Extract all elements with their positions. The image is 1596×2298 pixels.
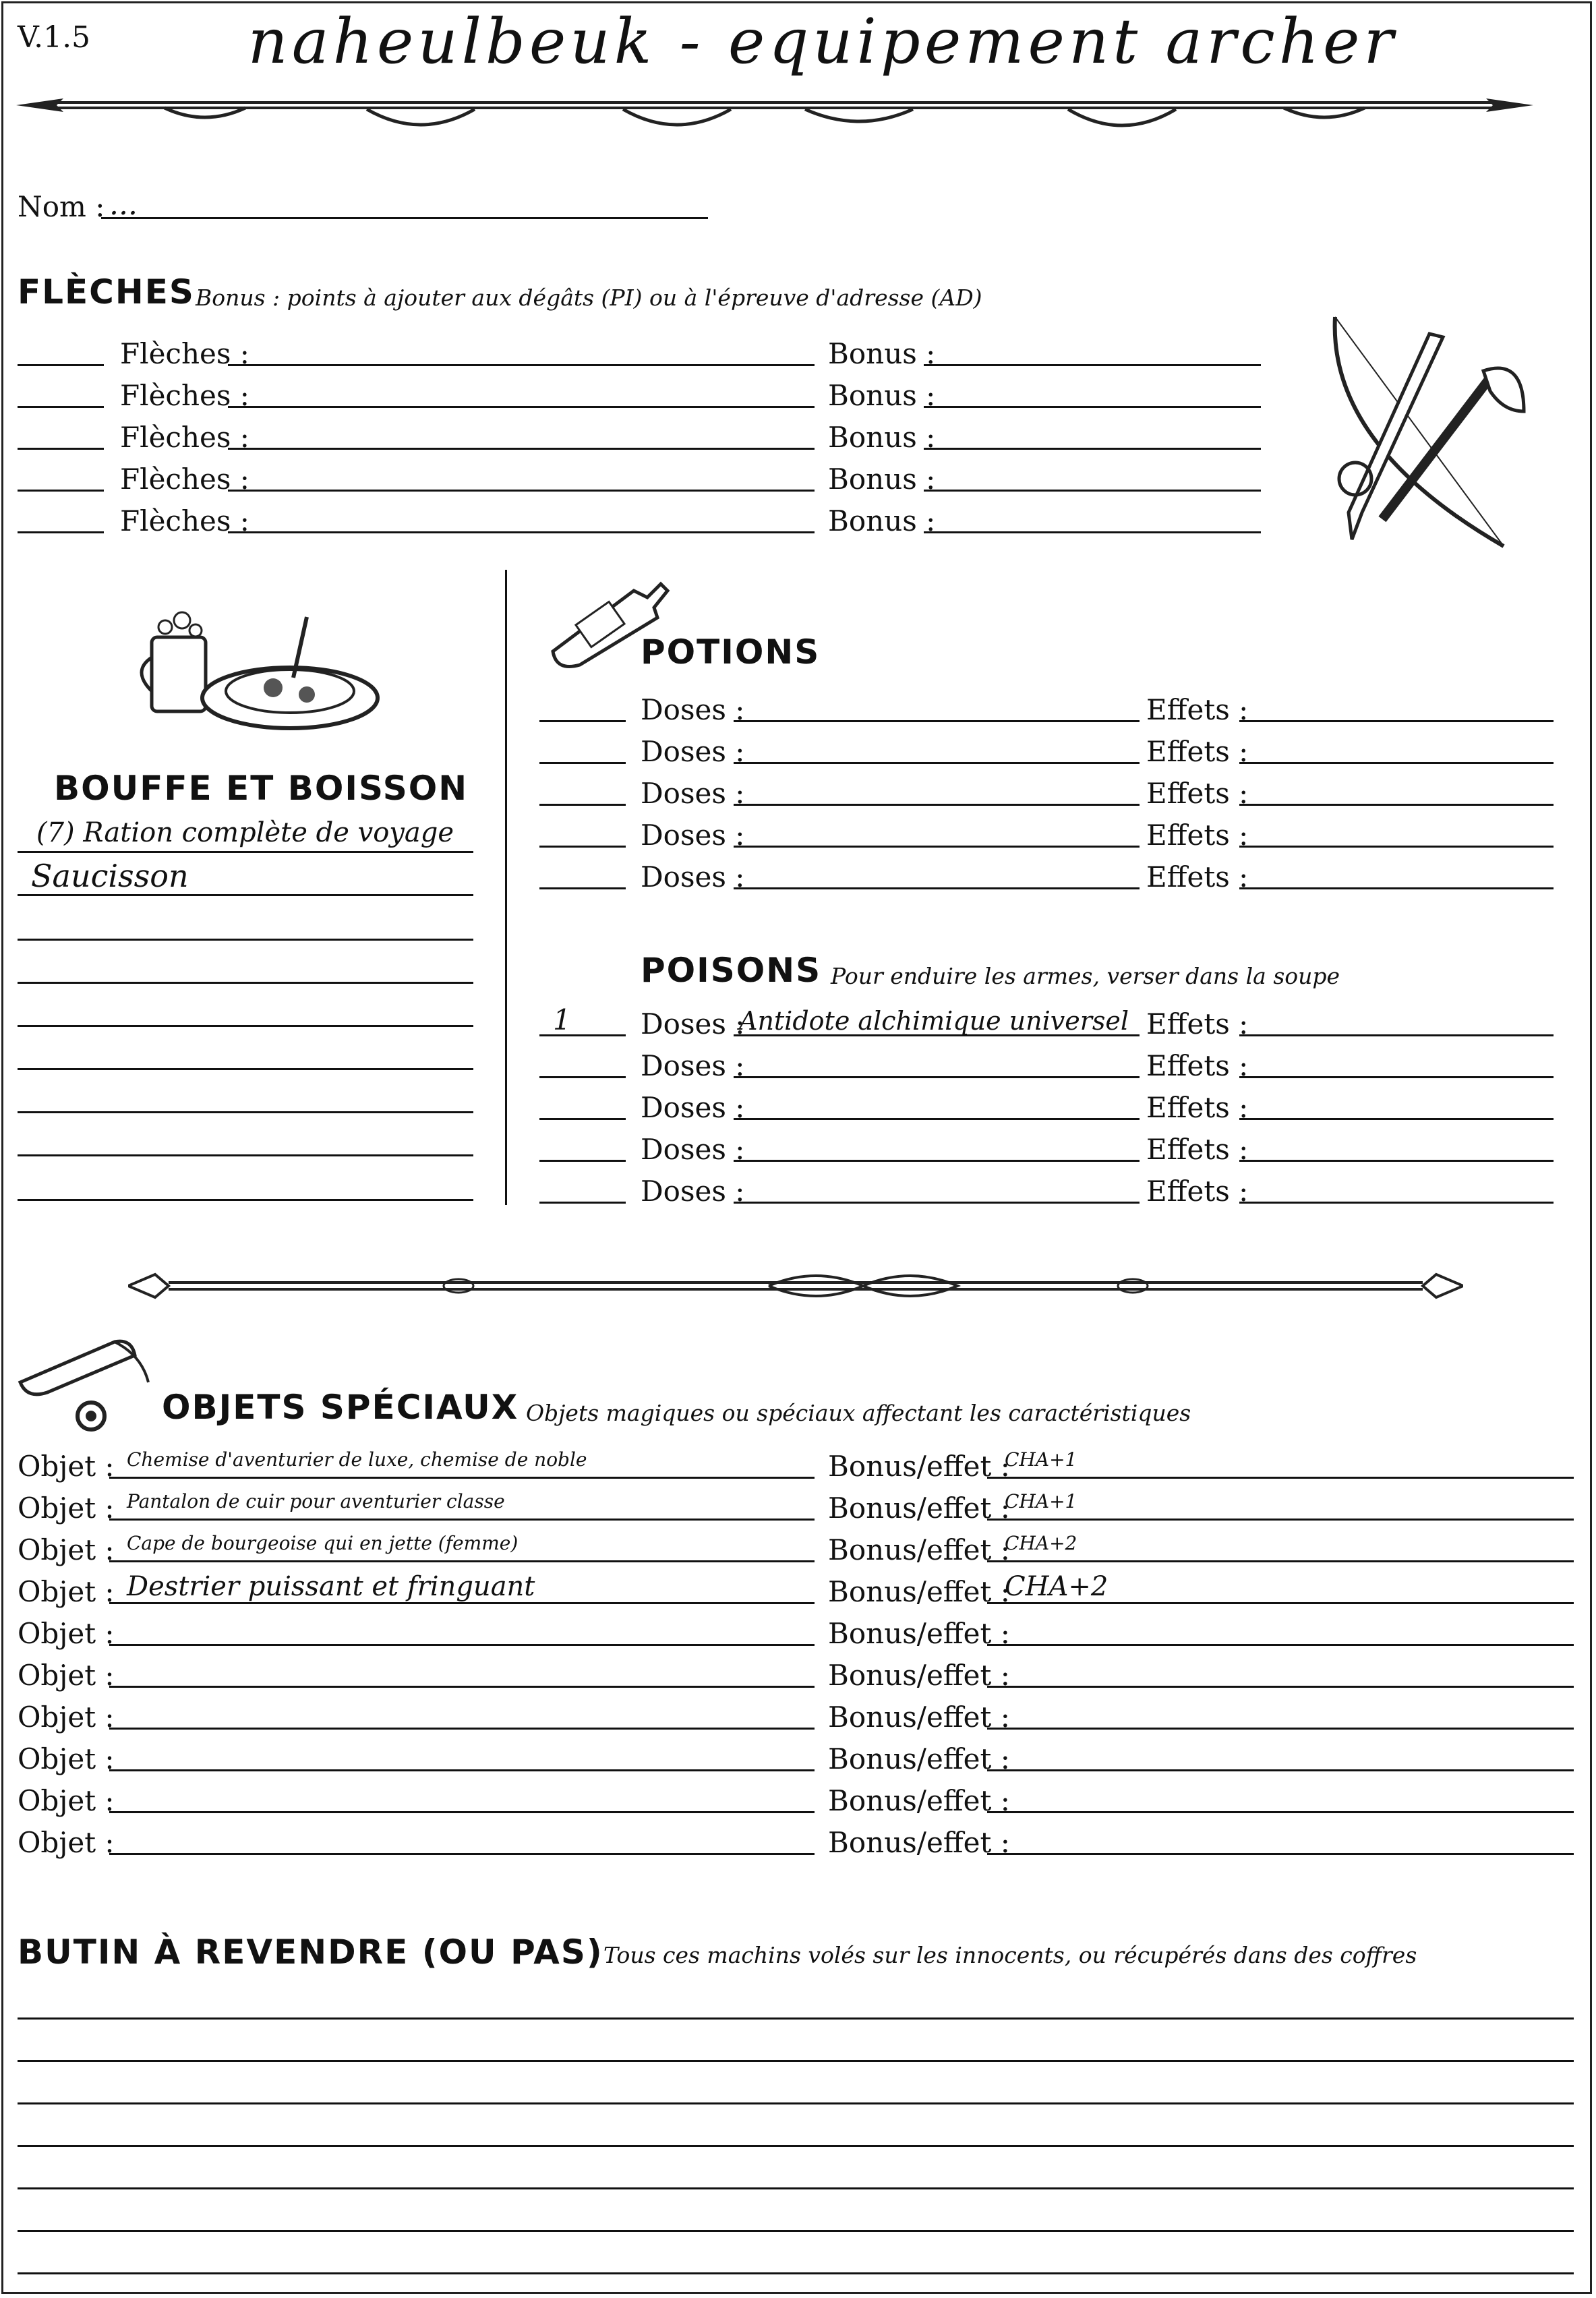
poison-doses-field[interactable] [734,1076,1140,1078]
doses-label: Doses : [641,819,745,852]
nom-label: Nom : [18,190,105,223]
objet-value: Pantalon de cuir pour aventurier classe [127,1490,505,1512]
fleches-label: Flèches : [120,421,249,454]
potion-qty-field[interactable] [539,762,626,764]
objets-title: OBJETS SPÉCIAUX [162,1388,519,1427]
bonus-effet-label: Bonus/effet : [828,1784,1010,1817]
potion-qty-field[interactable] [539,846,626,848]
bonus-effet-field[interactable] [987,1686,1574,1688]
bonus-label: Bonus : [828,337,936,370]
poison-qty-field[interactable] [539,1202,626,1204]
poison-qty-field[interactable] [539,1076,626,1078]
objet-field[interactable] [109,1560,815,1562]
bonus-effet-label: Bonus/effet : [828,1617,1010,1650]
beer-and-food-icon [138,603,381,738]
effets-label: Effets : [1146,1007,1249,1040]
butin-title: BUTIN À REVENDRE (OU PAS) [18,1933,603,1972]
fleches-qty-field[interactable] [18,448,104,450]
objet-field[interactable] [109,1644,815,1646]
bonus-effet-field[interactable] [987,1769,1574,1771]
potion-doses-field[interactable] [734,720,1140,722]
bouffe-line[interactable] [18,851,473,853]
bonus-label: Bonus : [828,463,936,496]
bouffe-line[interactable] [18,894,473,896]
bonus-effet-field[interactable] [987,1560,1574,1562]
fleches-qty-field[interactable] [18,406,104,408]
potion-doses-field[interactable] [734,762,1140,764]
bonus-effet-value: CHA+2 [1005,1532,1077,1554]
bonus-field[interactable] [924,448,1261,450]
bonus-effet-field[interactable] [987,1519,1574,1521]
bonus-effet-label: Bonus/effet : [828,1492,1010,1525]
bonus-field[interactable] [924,406,1261,408]
potions-title: POTIONS [641,632,821,672]
potion-effets-field[interactable] [1239,846,1554,848]
poison-doses-field[interactable] [734,1160,1140,1162]
doses-label: Doses : [641,1175,745,1208]
objet-value: Chemise d'aventurier de luxe, chemise de noble [127,1448,587,1471]
poison-doses-field[interactable] [734,1202,1140,1204]
nom-field[interactable] [101,217,708,219]
butin-line[interactable] [18,2272,1574,2274]
objets-subtitle: Objets magiques ou spéciaux affectant les caractéristiques [526,1400,1191,1426]
fleches-title: FLÈCHES [18,272,195,312]
staff-divider-icon [128,1262,1463,1309]
objet-label: Objet : [18,1784,115,1817]
objet-label: Objet : [18,1533,115,1566]
bouffe-title: BOUFFE ET BOISSON [54,769,469,808]
fleches-field[interactable] [228,364,815,366]
doses-label: Doses : [641,735,745,768]
effets-label: Effets : [1146,1175,1249,1208]
column-divider [505,570,507,1205]
bonus-effet-label: Bonus/effet : [828,1533,1010,1566]
bonus-effet-field[interactable] [987,1644,1574,1646]
objet-field[interactable] [109,1602,815,1604]
bonus-effet-value: CHA+1 [1005,1490,1077,1512]
fleches-subtitle: Bonus : points à ajouter aux dégâts (PI) ou à l'épreuve d'adresse (AD) [196,285,982,311]
objet-label: Objet : [18,1575,115,1608]
bouffe-line[interactable] [18,1068,473,1070]
objet-label: Objet : [18,1450,115,1483]
poison-effets-field[interactable] [1239,1076,1554,1078]
bonus-label: Bonus : [828,504,936,537]
potion-effets-field[interactable] [1239,887,1554,889]
potion-qty-field[interactable] [539,720,626,722]
effets-label: Effets : [1146,819,1249,852]
fleches-field[interactable] [228,448,815,450]
poisons-subtitle: Pour enduire les armes, verser dans la soupe [831,963,1340,989]
poison-qty-value: 1 [553,1003,571,1036]
bonus-label: Bonus : [828,421,936,454]
objet-value: Destrier puissant et fringuant [127,1571,535,1602]
objet-field[interactable] [109,1728,815,1730]
bouffe-item: Saucisson [31,858,189,894]
poison-qty-field[interactable] [539,1160,626,1162]
doses-label: Doses : [641,1133,745,1166]
bonus-field[interactable] [924,490,1261,492]
doses-label: Doses : [641,1091,745,1124]
butin-line[interactable] [18,2145,1574,2147]
bonus-label: Bonus : [828,379,936,412]
fleches-label: Flèches : [120,337,249,370]
effets-label: Effets : [1146,860,1249,893]
butin-line[interactable] [18,2017,1574,2020]
bonus-effet-field[interactable] [987,1728,1574,1730]
objet-field[interactable] [109,1477,815,1479]
poison-effets-field[interactable] [1239,1160,1554,1162]
doses-label: Doses : [641,777,745,810]
fleches-label: Flèches : [120,379,249,412]
butin-subtitle: Tous ces machins volés sur les innocents, ou récupérés dans des coffres [603,1942,1417,1968]
objet-field[interactable] [109,1686,815,1688]
effets-label: Effets : [1146,1091,1249,1124]
poison-qty-field[interactable] [539,1118,626,1120]
bouffe-item: (7) Ration complète de voyage [36,817,454,848]
bouffe-line[interactable] [18,982,473,984]
fleches-label: Flèches : [120,504,249,537]
potion-effets-field[interactable] [1239,720,1554,722]
potion-effets-field[interactable] [1239,804,1554,806]
bouffe-line[interactable] [18,1111,473,1113]
bouffe-line[interactable] [18,1154,473,1156]
objet-field[interactable] [109,1519,815,1521]
bonus-effet-field[interactable] [987,1853,1574,1855]
doses-label: Doses : [641,860,745,893]
effets-label: Effets : [1146,1133,1249,1166]
butin-line[interactable] [18,2060,1574,2062]
bouffe-line[interactable] [18,1199,473,1201]
objet-label: Objet : [18,1617,115,1650]
bouffe-line[interactable] [18,939,473,941]
effets-label: Effets : [1146,735,1249,768]
fleches-qty-field[interactable] [18,490,104,492]
poison-doses-value: Antidote alchimique universel [739,1006,1129,1036]
fleches-field[interactable] [228,490,815,492]
objet-label: Objet : [18,1826,115,1859]
fleches-field[interactable] [228,531,815,533]
bonus-effet-value: CHA+1 [1005,1448,1077,1471]
objet-label: Objet : [18,1742,115,1775]
objet-field[interactable] [109,1769,815,1771]
bow-sword-axe-icon [1322,310,1537,560]
effets-label: Effets : [1146,777,1249,810]
objet-label: Objet : [18,1659,115,1692]
butin-line[interactable] [18,2187,1574,2189]
potion-doses-field[interactable] [734,846,1140,848]
fleches-qty-field[interactable] [18,364,104,366]
bonus-effet-value: CHA+2 [1005,1571,1109,1602]
objet-field[interactable] [109,1853,815,1855]
sheet-title: naheulbeuk - equipement archer [247,5,1398,78]
potion-effets-field[interactable] [1239,762,1554,764]
potion-qty-field[interactable] [539,887,626,889]
objet-value: Cape de bourgeoise qui en jette (femme) [127,1532,519,1554]
objet-label: Objet : [18,1492,115,1525]
fleches-field[interactable] [228,406,815,408]
fleches-label: Flèches : [120,463,249,496]
potion-doses-field[interactable] [734,887,1140,889]
butin-line[interactable] [18,2102,1574,2104]
doses-label: Doses : [641,1049,745,1082]
bonus-effet-label: Bonus/effet : [828,1450,1010,1483]
poison-doses-field[interactable] [734,1118,1140,1120]
bonus-effet-field[interactable] [987,1477,1574,1479]
bonus-field[interactable] [924,364,1261,366]
doses-label: Doses : [641,1007,745,1040]
nom-value: ... [109,187,138,222]
bonus-field[interactable] [924,531,1261,533]
poison-effets-field[interactable] [1239,1118,1554,1120]
bouffe-line[interactable] [18,1025,473,1027]
objet-label: Objet : [18,1701,115,1734]
poison-effets-field[interactable] [1239,1202,1554,1204]
butin-line[interactable] [18,2230,1574,2232]
bonus-effet-field[interactable] [987,1602,1574,1604]
fleches-qty-field[interactable] [18,531,104,533]
potion-qty-field[interactable] [539,804,626,806]
potion-doses-field[interactable] [734,804,1140,806]
bonus-effet-label: Bonus/effet : [828,1701,1010,1734]
version-label: V.1.5 [18,20,91,55]
objet-field[interactable] [109,1811,815,1813]
bonus-effet-label: Bonus/effet : [828,1575,1010,1608]
bonus-effet-label: Bonus/effet : [828,1826,1010,1859]
effets-label: Effets : [1146,1049,1249,1082]
doses-label: Doses : [641,693,745,726]
bonus-effet-label: Bonus/effet : [828,1742,1010,1775]
effets-label: Effets : [1146,693,1249,726]
poison-effets-field[interactable] [1239,1034,1554,1036]
scroll-and-ring-icon [13,1335,155,1436]
bonus-effet-field[interactable] [987,1811,1574,1813]
poisons-title: POISONS [641,951,822,990]
arrow-divider-icon [16,86,1533,147]
bonus-effet-label: Bonus/effet : [828,1659,1010,1692]
